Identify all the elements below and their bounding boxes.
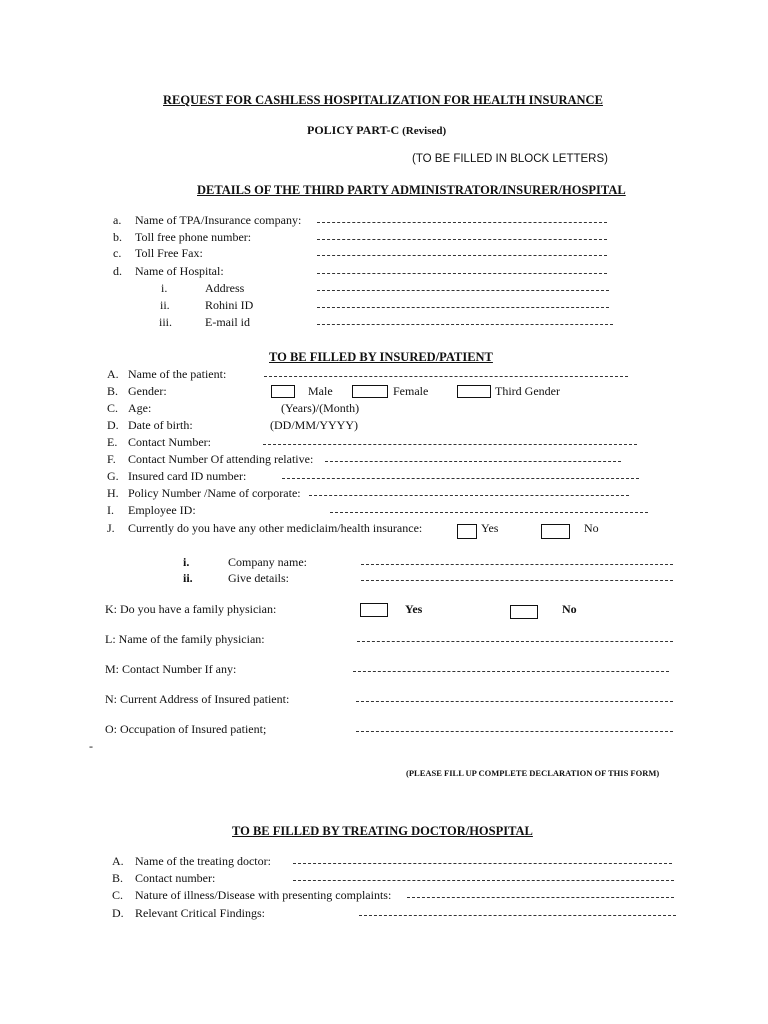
item-marker: G. [107,469,119,483]
relative-contact-field[interactable] [325,461,621,462]
item-marker: F. [107,452,116,466]
item-label: Gender: [128,384,167,398]
item-marker: a. [113,213,122,227]
item-label: Employee ID: [128,503,196,517]
item-marker: b. [113,230,122,244]
family-physician-no-label: No [562,602,577,616]
patient-section-title: TO BE FILLED BY INSURED/PATIENT [269,350,493,364]
item-marker: C. [112,888,124,902]
illness-nature-field[interactable] [407,897,674,898]
item-label: Age: [128,401,152,415]
item-marker: H. [107,486,119,500]
item-marker: A. [107,367,119,381]
gender-male-label: Male [308,384,333,398]
item-label: Company name: [228,555,307,569]
other-insurance-yes-label: Yes [481,521,499,535]
doctor-section-title: TO BE FILLED BY TREATING DOCTOR/HOSPITAL [232,824,533,838]
rohini-id-field[interactable] [317,307,609,308]
item-label: Insured card ID number: [128,469,247,483]
occupation-label: O: Occupation of Insured patient; [105,722,267,736]
physician-contact-label: M: Contact Number If any: [105,662,237,676]
critical-findings-field[interactable] [359,915,676,916]
item-label: Relevant Critical Findings: [135,906,265,920]
item-marker: d. [113,264,122,278]
family-physician-yes-checkbox[interactable] [360,603,388,617]
item-label: Rohini ID [205,298,254,312]
policy-part: POLICY PART-C [307,123,400,137]
item-marker: I. [107,503,114,517]
item-label: Address [205,281,245,295]
block-letters-note: (TO BE FILLED IN BLOCK LETTERS) [412,153,608,165]
current-address-label: N: Current Address of Insured patient: [105,692,290,706]
family-physician-no-checkbox[interactable] [510,605,538,619]
contact-number-field[interactable] [263,444,637,445]
current-address-field[interactable] [356,701,673,702]
patient-name-field[interactable] [264,376,628,377]
item-label: Name of the treating doctor: [135,854,271,868]
form-title: REQUEST FOR CASHLESS HOSPITALIZATION FOR HEALTH INSURANCE [163,93,603,107]
declaration-note: (PLEASE FILL UP COMPLETE DECLARATION OF THIS FORM) [406,768,660,778]
item-marker: D. [107,418,119,432]
policy-revised: (Revised) [402,125,447,137]
item-label: E-mail id [205,315,250,329]
gender-female-checkbox[interactable] [352,385,388,398]
doctor-contact-field[interactable] [293,880,674,881]
item-label: Contact number: [135,871,216,885]
other-insurance-no-label: No [584,521,599,535]
item-label: Toll Free Fax: [135,246,203,260]
age-field[interactable]: (Years)/(Month) [281,401,360,415]
item-label: Nature of illness/Disease with presenting complaints: [135,888,392,902]
item-marker: iii. [159,315,173,329]
item-label: Contact Number: [128,435,211,449]
hospital-name-field[interactable] [317,273,607,274]
other-insurance-no-checkbox[interactable] [541,524,570,539]
item-label: Give details: [228,571,289,585]
item-marker: C. [107,401,119,415]
item-label: Name of Hospital: [135,264,224,278]
gender-male-checkbox[interactable] [271,385,295,398]
item-marker: i. [161,281,168,295]
policy-number-field[interactable] [309,495,629,496]
email-id-field[interactable] [317,324,613,325]
item-marker: ii. [183,571,193,585]
item-label: Contact Number Of attending relative: [128,452,314,466]
company-name-field[interactable] [361,564,673,565]
tpa-section-title: DETAILS OF THE THIRD PARTY ADMINISTRATOR/INSURER/HOSPITAL [197,183,626,197]
item-label: Currently do you have any other mediclaim/health insurance: [128,521,423,535]
item-label: Name of TPA/Insurance company: [135,213,302,227]
item-label: Policy Number /Name of corporate: [128,486,301,500]
item-marker: E. [107,435,118,449]
gender-female-label: Female [393,384,429,398]
item-label: Name of the patient: [128,367,227,381]
policy-heading [307,123,446,138]
item-marker: B. [112,871,124,885]
employee-id-field[interactable] [330,512,648,513]
item-marker: J. [107,521,115,535]
family-physician-yes-label: Yes [405,602,423,616]
item-marker: i. [183,555,190,569]
treating-doctor-name-field[interactable] [293,863,672,864]
family-physician-name-label: L: Name of the family physician: [105,632,265,646]
item-marker: ii. [160,298,170,312]
stray-mark: - [89,739,93,753]
hospital-address-field[interactable] [317,290,609,291]
physician-contact-field[interactable] [353,671,669,672]
item-label: Date of birth: [128,418,193,432]
tpa-company-field[interactable] [317,222,607,223]
gender-third-label: Third Gender [495,384,560,398]
occupation-field[interactable] [356,731,673,732]
item-label: Toll free phone number: [135,230,252,244]
gender-third-checkbox[interactable] [457,385,491,398]
toll-free-phone-field[interactable] [317,239,607,240]
give-details-field[interactable] [361,580,673,581]
item-marker: D. [112,906,124,920]
item-marker: A. [112,854,124,868]
family-physician-label: K: Do you have a family physician: [105,602,277,616]
item-marker: c. [113,246,122,260]
toll-free-fax-field[interactable] [317,255,607,256]
item-marker: B. [107,384,119,398]
dob-field[interactable]: (DD/MM/YYYY) [270,418,358,432]
insured-card-id-field[interactable] [282,478,639,479]
family-physician-name-field[interactable] [357,641,673,642]
other-insurance-yes-checkbox[interactable] [457,524,477,539]
